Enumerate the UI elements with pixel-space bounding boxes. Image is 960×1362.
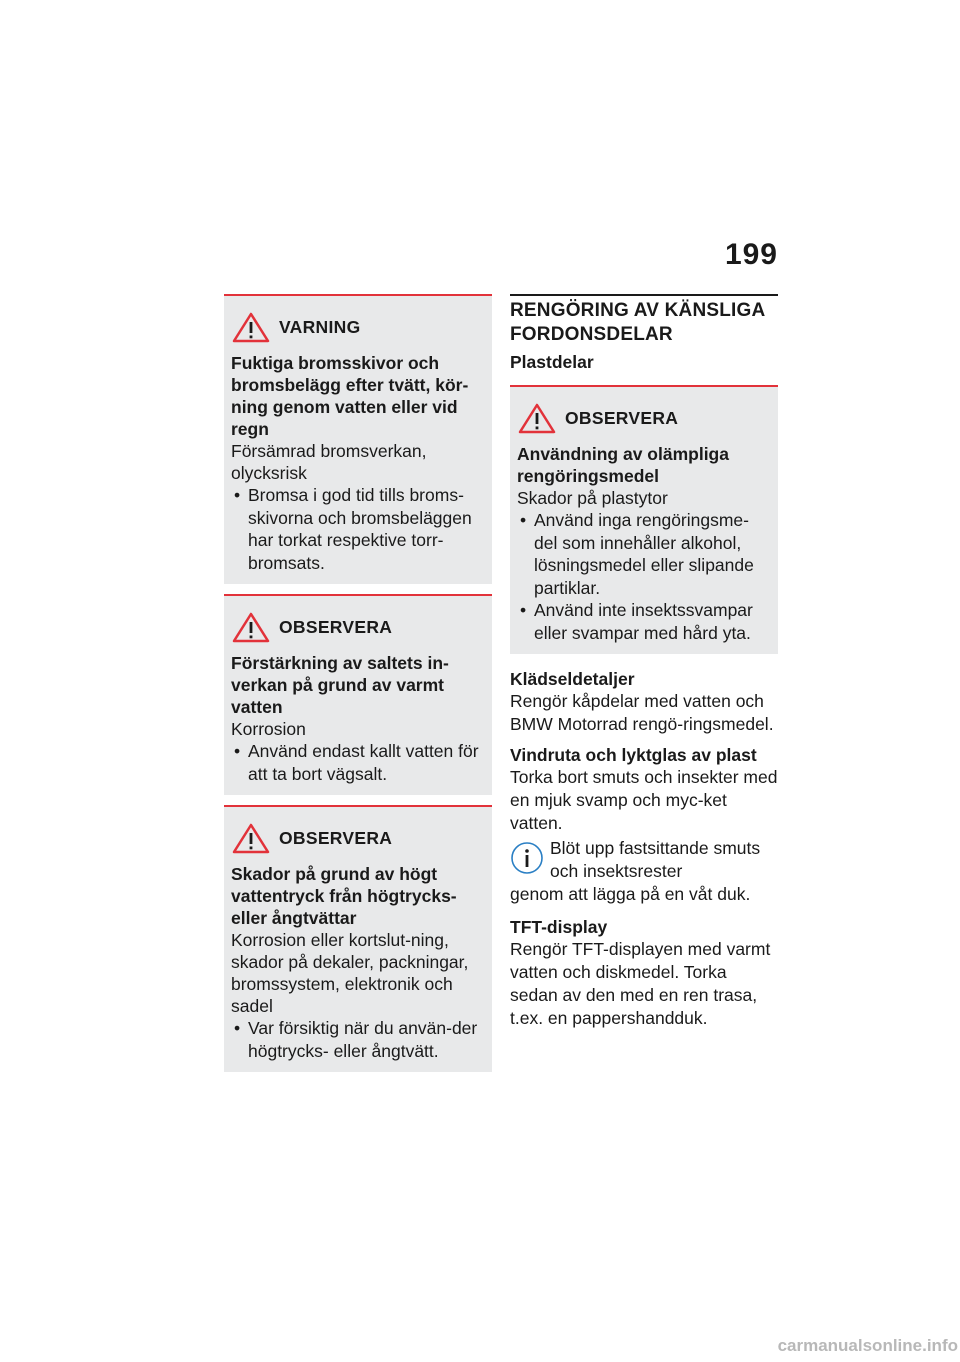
notice-observe-cleaners xyxy=(510,387,778,654)
notice-bullets xyxy=(231,484,486,574)
section-text: Torka bort smuts och insekter med en mjuk svamp och myc-ket vatten. xyxy=(510,767,778,833)
section-title: Klädseldetaljer xyxy=(510,669,635,689)
left-column xyxy=(224,294,492,1082)
notice-body: Försämrad bromsverkan, olycksrisk xyxy=(231,441,427,483)
notice-header xyxy=(231,610,486,644)
section-title: TFT-display xyxy=(510,917,608,937)
section-text: Rengör TFT-displayen med varmt vatten och diskmedel. Torka sedan av den med en ren trasa, t.ex. en pappershandduk. xyxy=(510,939,771,1028)
notice-label: OBSERVERA xyxy=(565,407,679,428)
notice-body: Korrosion eller kortslut-ning, skador på dekaler, packningar, bromssystem, elektronik och sadel xyxy=(231,930,469,1016)
notice-bullets xyxy=(231,1017,486,1062)
subsection-heading: Plastdelar xyxy=(510,352,594,372)
notice-observe-salt xyxy=(224,594,492,795)
bullet-item: • Var försiktig när du använ-der högtrycks- eller ångtvätt. xyxy=(231,1017,486,1062)
info-text-tail: genom att lägga på en våt duk. xyxy=(510,884,751,904)
warning-triangle-icon xyxy=(231,822,271,854)
notice-bullets xyxy=(231,740,486,785)
page-number: 199 xyxy=(724,238,778,271)
notice-title: Skador på grund av högt vattentryck från högtrycks- eller ångtvättar xyxy=(231,864,457,928)
notice-header xyxy=(231,310,486,344)
section-title: Vindruta och lyktglas av plast xyxy=(510,745,757,765)
notice-label: OBSERVERA xyxy=(279,827,393,848)
info-text: Blöt upp fastsittande smuts och insektsrester xyxy=(550,838,761,881)
warning-triangle-icon xyxy=(231,311,271,343)
warning-triangle-icon xyxy=(231,611,271,643)
info-note xyxy=(510,837,778,883)
section-text: Rengör kåpdelar med vatten och BMW Motorrad rengö-ringsmedel. xyxy=(510,691,774,734)
bullet-item: • Använd inga rengöringsme-del som innehåller alkohol, lösningsmedel eller slipande partiklar. xyxy=(517,509,772,599)
notice-body: Korrosion xyxy=(231,719,306,739)
notice-header xyxy=(517,401,772,435)
notice-bullets xyxy=(517,509,772,644)
notice-title: Användning av olämpliga rengöringsmedel xyxy=(517,444,729,486)
bullet-item: • Använd endast kallt vatten för att ta bort vägsalt. xyxy=(231,740,486,785)
notice-body: Skador på plastytor xyxy=(517,488,668,508)
watermark-footer: carmanualsonline.info xyxy=(777,1336,958,1355)
notice-label: OBSERVERA xyxy=(279,616,393,637)
bullet-item: • Använd inte insektssvampar eller svampar med hård yta. xyxy=(517,599,772,644)
notice-title: Förstärkning av saltets in-verkan på grund av varmt vatten xyxy=(231,653,449,717)
notice-warning-brakes xyxy=(224,294,492,584)
notice-header xyxy=(231,821,486,855)
warning-triangle-icon xyxy=(517,402,557,434)
notice-observe-pressure xyxy=(224,805,492,1072)
notice-title: Fuktiga bromsskivor och bromsbelägg efter tvätt, kör-ning genom vatten eller vid regn xyxy=(231,353,469,439)
info-icon xyxy=(510,841,544,875)
section-heading: RENGÖRING AV KÄNSLIGA FORDONSDELAR xyxy=(510,294,778,347)
right-column xyxy=(510,294,778,1038)
notice-label: VARNING xyxy=(279,316,361,337)
bullet-item: • Bromsa i god tid tills broms-skivorna och bromsbeläggen har torkat respektive torr-bromsats. xyxy=(231,484,486,574)
